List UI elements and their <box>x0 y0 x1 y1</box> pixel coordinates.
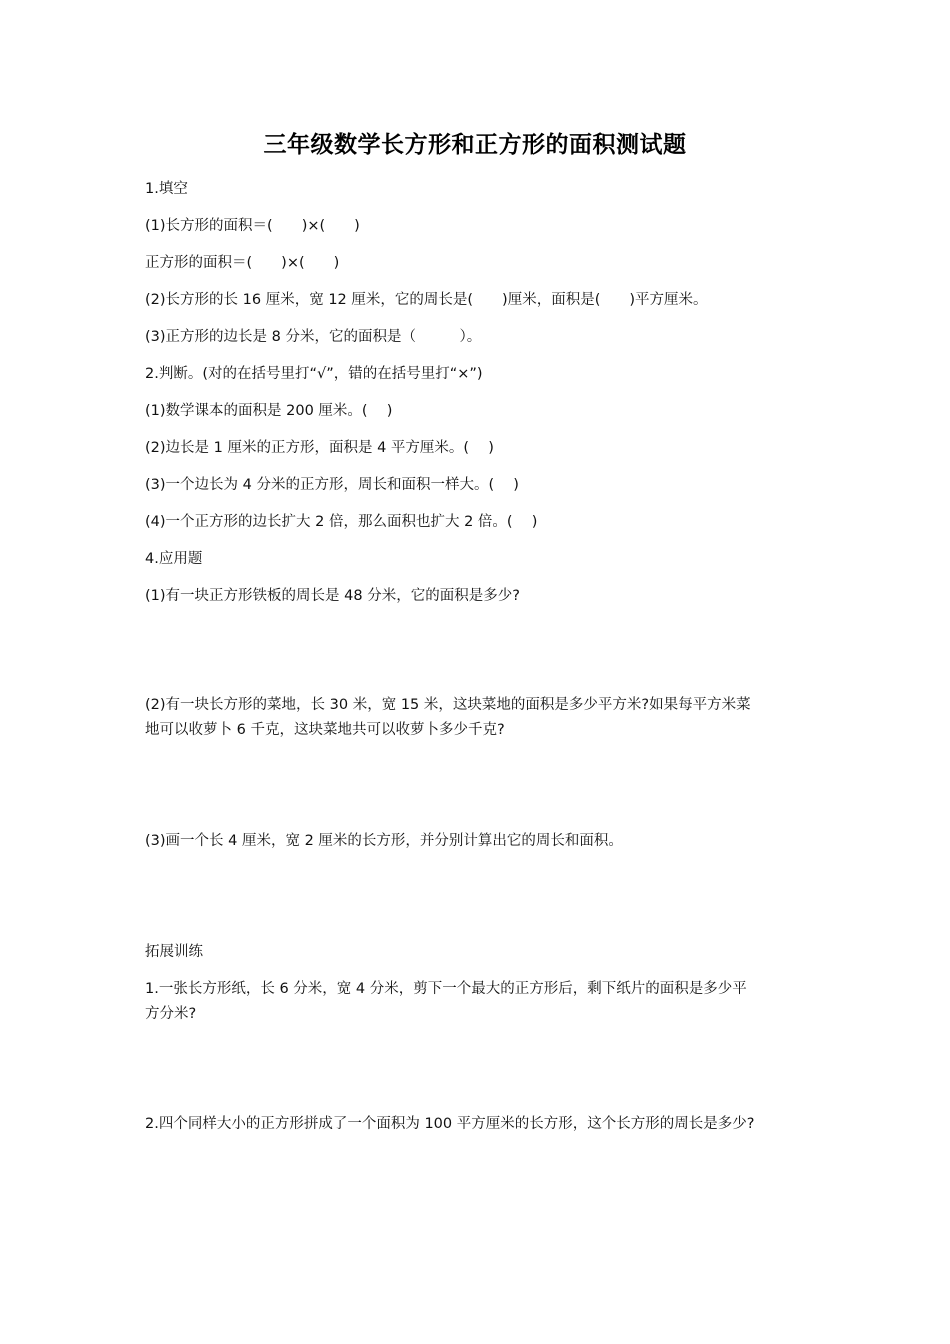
fill-blank-item-2: (2)长方形的长 16 厘米，宽 12 厘米，它的周长是( )厘米，面积是( )平方厘米。 <box>145 292 708 308</box>
judge-item-2: (2)边长是 1 厘米的正方形，面积是 4 平方厘米。( ) <box>145 440 494 456</box>
fill-blank-item-3: (3)正方形的边长是 8 分米，它的面积是（ ）。 <box>145 329 482 345</box>
judge-item-4: (4)一个正方形的边长扩大 2 倍，那么面积也扩大 2 倍。( ) <box>145 514 538 530</box>
extension-question-1-line-1: 1.一张长方形纸，长 6 分米，宽 4 分米，剪下一个最大的正方形后，剩下纸片的面积是多少平 <box>145 981 747 997</box>
fill-blank-item-1: (1)长方形的面积＝( )×( ) <box>145 218 360 234</box>
application-question-2-line-1: (2)有一块长方形的菜地，长 30 米，宽 15 米，这块菜地的面积是多少平方米?如果每平方米菜 <box>145 697 751 713</box>
section-application-heading: 4.应用题 <box>145 551 203 567</box>
extension-question-2: 2.四个同样大小的正方形拼成了一个面积为 100 平方厘米的长方形，这个长方形的周长是多少? <box>145 1116 755 1132</box>
judge-item-1: (1)数学课本的面积是 200 厘米。( ) <box>145 403 393 419</box>
application-question-2-line-2: 地可以收萝卜 6 千克，这块菜地共可以收萝卜多少千克? <box>145 722 505 738</box>
extension-question-1-line-2: 方分米? <box>145 1006 197 1022</box>
section-extension-heading: 拓展训练 <box>145 944 203 960</box>
section-judge-heading: 2.判断。(对的在括号里打“√”，错的在括号里打“×”) <box>145 366 483 382</box>
application-question-3: (3)画一个长 4 厘米，宽 2 厘米的长方形，并分别计算出它的周长和面积。 <box>145 833 623 849</box>
section-fill-blank-heading: 1.填空 <box>145 181 188 197</box>
application-question-1: (1)有一块正方形铁板的周长是 48 分米，它的面积是多少? <box>145 588 520 604</box>
fill-blank-item-1b: 正方形的面积＝( )×( ) <box>145 255 340 271</box>
judge-item-3: (3)一个边长为 4 分米的正方形，周长和面积一样大。( ) <box>145 477 519 493</box>
page-title: 三年级数学长方形和正方形的面积测试题 <box>263 131 687 158</box>
